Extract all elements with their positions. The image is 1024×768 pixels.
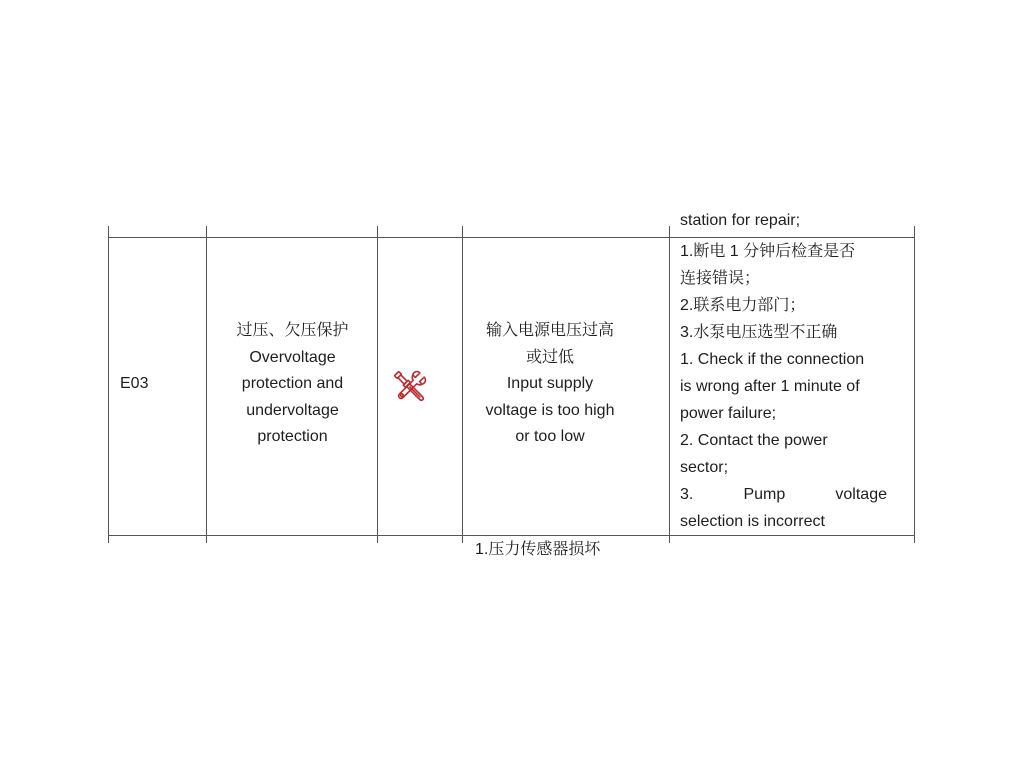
- remedy-line: 3.水泵电压选型不正确: [680, 324, 838, 341]
- fault-cause: [463, 318, 637, 451]
- fault-name-line: undervoltage: [246, 401, 339, 419]
- remedy-line: 连接错误；: [680, 270, 761, 287]
- next-row-cause: [463, 536, 669, 558]
- next-row-cause-text: 1.压力传感器损坏: [475, 541, 601, 558]
- fault-remedy: [680, 238, 887, 535]
- fault-cause-line: Input supply: [506, 375, 594, 392]
- column-divider: [669, 226, 670, 543]
- fault-cause-line: or too low: [515, 428, 585, 445]
- remedy-line-justified: [680, 481, 887, 508]
- remedy-word: 3.: [680, 486, 694, 503]
- fault-cause-line: voltage is too high: [485, 401, 615, 419]
- fault-cause-line: 输入电源电压过高: [485, 322, 614, 339]
- table-border-right: [914, 226, 915, 543]
- fault-name-line: Overvoltage: [249, 348, 336, 366]
- remedy-word: Pump: [743, 486, 786, 503]
- remedy-line: power failure;: [680, 405, 777, 422]
- fault-name-line: protection and: [241, 375, 344, 392]
- remedy-line: 2. Contact the power: [680, 432, 828, 449]
- previous-row-remedy: [670, 210, 914, 233]
- fault-name-line: protection: [257, 428, 328, 445]
- fault-name-line: 过压、欠压保护: [236, 322, 349, 339]
- remedy-line: selection is incorrect: [680, 513, 825, 530]
- wrench-screwdriver-icon: [388, 365, 432, 409]
- remedy-line: is wrong after 1 minute of: [680, 378, 860, 395]
- fault-cause-line: 或过低: [525, 348, 574, 366]
- remedy-line: 1. Check if the connection: [680, 351, 865, 368]
- remedy-line: 2.联系电力部门；: [680, 297, 806, 314]
- previous-row-remedy-text: station for repair;: [680, 212, 801, 229]
- table-border-left: [108, 226, 109, 543]
- remedy-line: 1.断电 1 分钟后检查是否: [680, 243, 856, 260]
- fault-name: [207, 318, 378, 451]
- remedy-line: sector;: [680, 459, 729, 476]
- remedy-word: voltage: [835, 486, 887, 503]
- fault-code: E03: [120, 375, 149, 392]
